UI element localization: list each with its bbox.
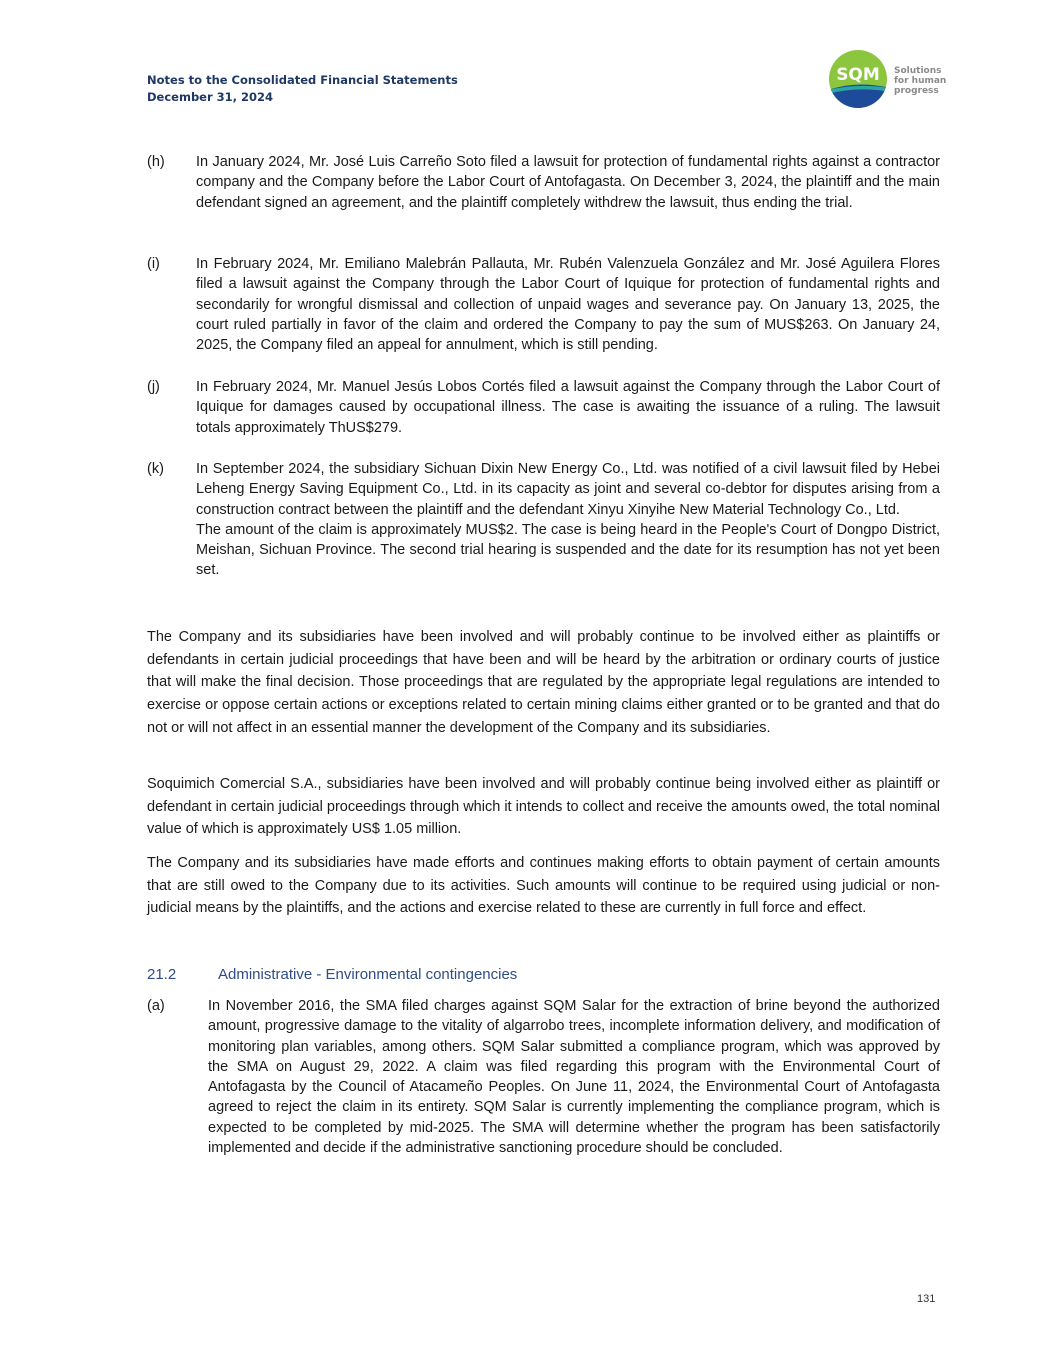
- item-text: In September 2024, the subsidiary Sichuan Dixin New Energy Co., Ltd. was notified of a civil lawsuit filed by Hebei Leheng Energy Saving Equipment Co., Ltd. in its capacity as joint and several co-debtor for disputes arising from a construction contract between the plaintiff and the defendant Xinyu Xinyihe New Material Technology Co., Ltd.: [196, 461, 940, 518]
- item-label: (h): [147, 154, 165, 170]
- page-number: 131: [917, 1293, 936, 1305]
- logo-tagline-line: for human: [894, 76, 947, 86]
- body-paragraph: The Company and its subsidiaries have made efforts and continues making efforts to obtain payment of certain amounts that are still owed to the Company due to its activities. Such amounts will continue to be required using judicial or non-judicial means by the plaintiffs, and the actions and exercise related to these are currently in full force and effect.: [147, 855, 940, 917]
- logo-tagline: [894, 66, 946, 96]
- header-date: December 31, 2024: [147, 90, 274, 104]
- item-text: In November 2016, the SMA filed charges against SQM Salar for the extraction of brine beyond the authorized amount, progressive damage to the vitality of algarrobo trees, incomplete information delivery, and modification of monitoring plan variables, among others. SQM Salar submitted a compliance program, which was approved by the SMA on August 29, 2022. A claim was filed regarding this program with the Environmental Court of Antofagasta by the Council of Atacameño Peoples. On June 11, 2024, the Environmental Court of Antofagasta agreed to reject the claim in its entirety. SQM Salar is currently implementing the compliance program, which is expected to be completed by mid-2025. The SMA will determine whether the program has been satisfactorily implemented and decide if the administrative sanctioning procedure should be concluded.: [208, 998, 940, 1157]
- list-item-k: [147, 459, 940, 581]
- section-title: Administrative - Environmental contingencies: [218, 966, 518, 983]
- body-paragraph: Soquimich Comercial S.A., subsidiaries have been involved and will probably continue being involved either as plaintiff or defendant in certain judicial proceedings through which it intends to collect and receive the amounts owed, the total nominal value of which is approximately US$ 1.05 million.: [147, 776, 940, 838]
- logo-brand-text: SQM: [836, 65, 880, 85]
- sqm-logo: [828, 50, 948, 110]
- header-title: Notes to the Consolidated Financial Statements: [147, 73, 458, 87]
- item-label: (a): [147, 998, 165, 1014]
- section-heading: [147, 965, 940, 985]
- item-label: (k): [147, 461, 164, 477]
- sqm-logo-mark: [828, 50, 890, 110]
- logo-tagline-line: Solutions: [894, 66, 942, 76]
- list-item-h: [147, 152, 940, 213]
- list-item-j: [147, 377, 940, 438]
- body-paragraph: The Company and its subsidiaries have been involved and will probably continue to be involved either as plaintiffs or defendants in certain judicial proceedings that have been and will be heard by the arbitration or ordinary courts of justice that will make the final decision. Those proceedings that are regulated by the appropriate legal regulations are intended to exercise or oppose certain actions or exceptions related to certain mining claims either granted or to be granted and that do not or will not affect in an essential manner the development of the Company and its subsidiaries.: [147, 629, 940, 736]
- item-text: In January 2024, Mr. José Luis Carreño Soto filed a lawsuit for protection of fundamental rights against a contractor company and the Company before the Labor Court of Antofagasta. On December 3, 2024, the plaintiff and the main defendant signed an agreement, and the plaintiff completely withdrew the lawsuit, thus ending the trial.: [196, 154, 940, 211]
- document-header: [147, 72, 458, 106]
- item-text: The amount of the claim is approximately MUS$2. The case is being heard in the People's Court of Dongpo District, Meishan, Sichuan Province. The second trial hearing is suspended and the date for its resumption has not yet been set.: [196, 521, 940, 579]
- section-number: 21.2: [147, 966, 177, 983]
- item-text: In February 2024, Mr. Manuel Jesús Lobos Cortés filed a lawsuit against the Company through the Labor Court of Iquique for damages caused by occupational illness. The case is awaiting the issuance of a ruling. The lawsuit totals approximately ThUS$279.: [196, 379, 940, 436]
- list-item-a: [147, 996, 940, 1158]
- list-item-i: [147, 254, 940, 355]
- item-label: (i): [147, 256, 160, 272]
- item-label: (j): [147, 379, 160, 395]
- item-text: In February 2024, Mr. Emiliano Malebrán Pallauta, Mr. Rubén Valenzuela González and Mr. José Aguilera Flores filed a lawsuit against the Company through the Labor Court of Iquique for protection of fundamental rights and secondarily for wrongful dismissal and collection of unpaid wages and severance pay. On January 13, 2025, the court ruled partially in favor of the claim and ordered the Company to pay the sum of MUS$263. On January 24, 2025, the Company filed an appeal for annulment, which is still pending.: [196, 256, 940, 354]
- logo-tagline-line: progress: [894, 86, 939, 96]
